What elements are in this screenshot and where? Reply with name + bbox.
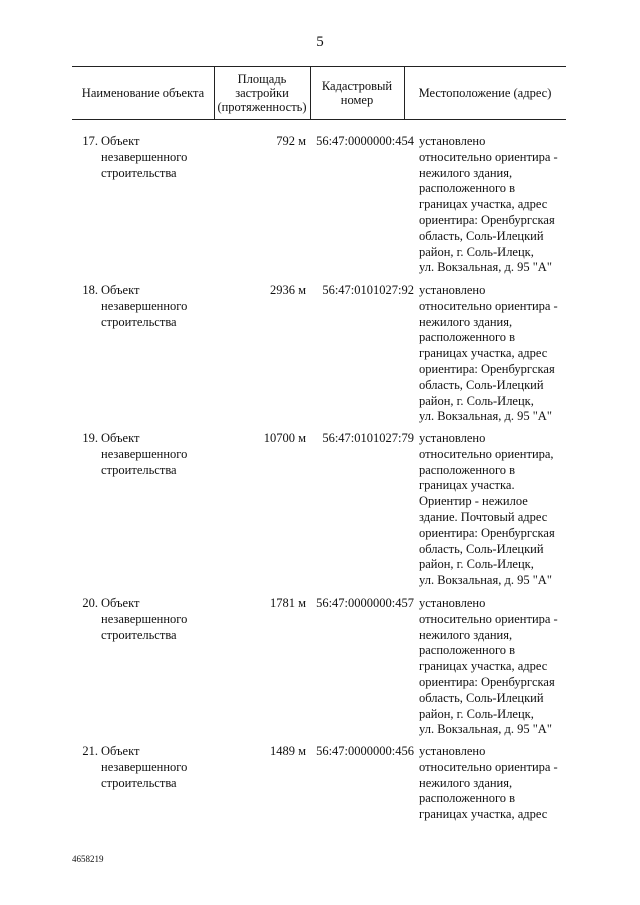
address-line: расположенного в bbox=[419, 643, 516, 658]
name-line: незавершенного bbox=[101, 611, 188, 626]
name-line: строительства bbox=[101, 462, 177, 477]
row-number: 17. bbox=[82, 134, 98, 148]
address-line: расположенного в bbox=[419, 462, 516, 477]
address-line: ул. Вокзальная, д. 95 "А" bbox=[419, 260, 552, 275]
row-number: 18. bbox=[82, 283, 98, 297]
address-line: границах участка, адрес bbox=[419, 807, 548, 822]
name-line: строительства bbox=[101, 165, 177, 180]
address-line: установлено bbox=[419, 431, 486, 445]
address-line: установлено bbox=[419, 596, 486, 610]
address-line: ориентира: Оренбургская bbox=[419, 212, 555, 227]
address-line: нежилого здания, bbox=[419, 314, 513, 329]
address-line: область, Соль-Илецкий bbox=[419, 377, 544, 392]
address-line: ул. Вокзальная, д. 95 "А" bbox=[419, 573, 552, 588]
object-name bbox=[101, 283, 213, 330]
address-line: относительно ориентира - bbox=[419, 611, 558, 626]
address-line: установлено bbox=[419, 283, 486, 297]
address-line: область, Соль-Илецкий bbox=[419, 541, 544, 556]
address-line: ул. Вокзальная, д. 95 "А" bbox=[419, 722, 552, 737]
area-value: 1489 м bbox=[269, 744, 306, 758]
object-name bbox=[101, 596, 213, 643]
header-address: Местоположение (адрес) bbox=[418, 86, 552, 100]
page-number: 5 bbox=[316, 34, 324, 50]
area-value: 2936 м bbox=[269, 283, 306, 297]
row-number: 20. bbox=[82, 596, 98, 610]
name-line: Объект bbox=[101, 283, 140, 297]
header-cadastral: Кадастровый номер bbox=[310, 67, 405, 119]
address-line: расположенного в bbox=[419, 330, 516, 345]
name-line: строительства bbox=[101, 775, 177, 790]
name-line: строительства bbox=[101, 627, 177, 642]
address bbox=[419, 596, 569, 738]
address-line: ориентира: Оренбургская bbox=[419, 361, 555, 376]
address-line: относительно ориентира - bbox=[419, 759, 558, 774]
address-line: Ориентир - нежилое bbox=[419, 494, 528, 509]
cadastral-number: 56:47:0000000:457 bbox=[316, 596, 414, 610]
header-object-name: Наименование объекта bbox=[72, 67, 215, 119]
address-line: район, г. Соль-Илецк, bbox=[419, 393, 534, 408]
address-line: относительно ориентира - bbox=[419, 298, 558, 313]
name-line: незавершенного bbox=[101, 149, 188, 164]
address-line: ориентира: Оренбургская bbox=[419, 674, 555, 689]
name-line: незавершенного bbox=[101, 446, 188, 461]
address-line: нежилого здания, bbox=[419, 627, 513, 642]
row-number: 19. bbox=[82, 431, 98, 445]
name-line: Объект bbox=[101, 134, 140, 148]
area-value: 1781 м bbox=[269, 596, 306, 610]
name-line: незавершенного bbox=[101, 759, 188, 774]
address bbox=[419, 744, 569, 823]
object-name bbox=[101, 431, 213, 478]
header-area: Площадь застройки (протяженность) bbox=[214, 67, 311, 119]
table-header bbox=[72, 66, 566, 120]
cadastral-number: 56:47:0000000:456 bbox=[316, 744, 414, 758]
address-line: район, г. Соль-Илецк, bbox=[419, 706, 534, 721]
address-line: установлено bbox=[419, 134, 486, 148]
area-value: 792 м bbox=[276, 134, 306, 148]
cadastral-number: 56:47:0000000:454 bbox=[316, 134, 414, 148]
address-line: нежилого здания, bbox=[419, 165, 513, 180]
address-line: здание. Почтовый адрес bbox=[419, 509, 548, 524]
address-line: область, Соль-Илецкий bbox=[419, 690, 544, 705]
address bbox=[419, 134, 569, 276]
cadastral-number: 56:47:0101027:79 bbox=[322, 431, 414, 445]
address-line: расположенного в bbox=[419, 181, 516, 196]
address-line: границах участка, адрес bbox=[419, 197, 548, 212]
address-line: район, г. Соль-Илецк, bbox=[419, 244, 534, 259]
address-line: ориентира: Оренбургская bbox=[419, 525, 555, 540]
area-value: 10700 м bbox=[263, 431, 306, 445]
document-id: 4658219 bbox=[72, 854, 104, 864]
name-line: Объект bbox=[101, 596, 140, 610]
cadastral-number: 56:47:0101027:92 bbox=[322, 283, 414, 297]
address-line: область, Соль-Илецкий bbox=[419, 228, 544, 243]
name-line: Объект bbox=[101, 431, 140, 445]
address-line: ул. Вокзальная, д. 95 "А" bbox=[419, 409, 552, 424]
name-line: строительства bbox=[101, 314, 177, 329]
address-line: границах участка. bbox=[419, 478, 515, 493]
object-name bbox=[101, 744, 213, 791]
address-line: установлено bbox=[419, 744, 486, 758]
row-number: 21. bbox=[82, 744, 98, 758]
address-line: границах участка, адрес bbox=[419, 659, 548, 674]
address bbox=[419, 283, 569, 425]
address-line: расположенного в bbox=[419, 791, 516, 806]
address-line: относительно ориентира, bbox=[419, 446, 554, 461]
address-line: нежилого здания, bbox=[419, 775, 513, 790]
name-line: Объект bbox=[101, 744, 140, 758]
address-line: относительно ориентира - bbox=[419, 149, 558, 164]
address-line: границах участка, адрес bbox=[419, 346, 548, 361]
address-line: район, г. Соль-Илецк, bbox=[419, 557, 534, 572]
address bbox=[419, 431, 569, 589]
name-line: незавершенного bbox=[101, 298, 188, 313]
object-name bbox=[101, 134, 213, 181]
